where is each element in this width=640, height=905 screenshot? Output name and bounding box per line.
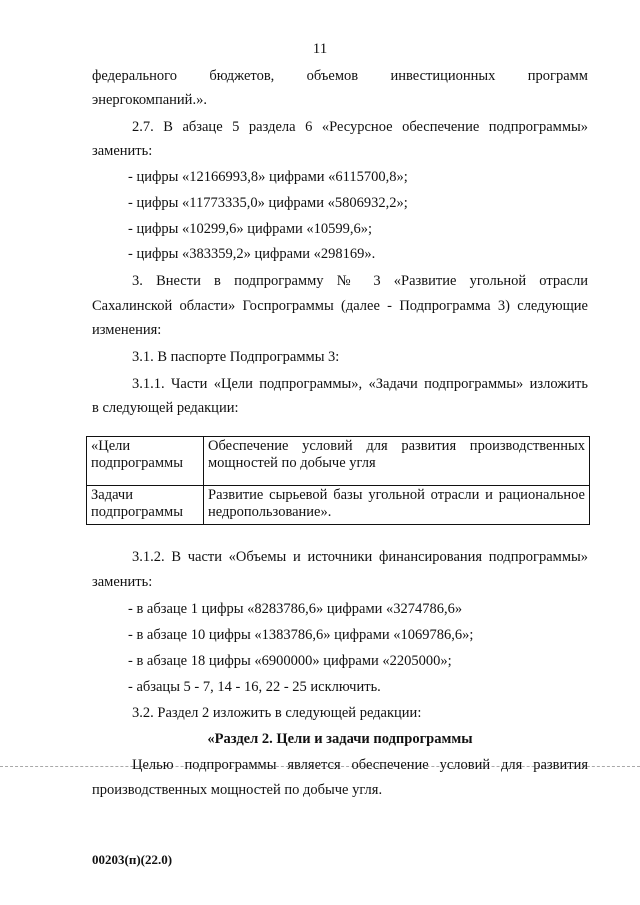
cell-line: подпрограммы [91,455,183,472]
page-number: 11 [312,41,328,57]
cell-line: Задачи [91,487,133,503]
cell-line: мощностей по добыче угля [208,455,376,472]
paragraph-line: 3. Внести в подпрограмму № 3 «Развитие угольной отрасли [132,273,588,289]
list-item: - в абзаце 1 цифры «8283786,6» цифрами «3274786,6» [128,601,463,617]
paragraph-line: 2.7. В абзаце 5 раздела 6 «Ресурсное обеспечение подпрограммы» [132,119,588,135]
list-item: - абзацы 5 - 7, 14 - 16, 22 - 25 исключить. [128,679,381,695]
paragraph-line: 3.1. В паспорте Подпрограммы 3: [132,349,340,365]
list-item: - цифры «12166993,8» цифрами «6115700,8»; [128,169,408,185]
table-row [87,437,590,486]
cell-line: недропользование». [208,504,332,521]
table-cell-label [87,486,204,525]
text-line: энергокомпаний.». [92,92,207,108]
list-item: - в абзаце 10 цифры «1383786,6» цифрами «1069786,6»; [128,627,474,643]
table-cell-label [87,437,204,486]
table-cell-text [204,437,590,486]
cell-line: Обеспечение условий для развития производственных [208,438,585,454]
text-line: заменить: [92,143,153,159]
paragraph-line: Целью подпрограммы является обеспечение условий для развития [132,757,588,773]
paragraph-line: 3.1.1. Части «Цели подпрограммы», «Задачи подпрограммы» изложить [132,376,588,392]
table-cell-text [204,486,590,525]
paragraph-line: 3.1.2. В части «Объемы и источники финансирования подпрограммы» [132,549,588,565]
text-line: Сахалинской области» Госпрограммы (далее - Подпрограмма 3) следующие [92,298,588,314]
text-line: заменить: [92,574,153,590]
table-row [87,486,590,525]
list-item: - цифры «10299,6» цифрами «10599,6»; [128,221,373,237]
list-item: - цифры «11773335,0» цифрами «5806932,2»; [128,195,408,211]
goals-tasks-table [86,436,590,525]
list-item: - в абзаце 18 цифры «6900000» цифрами «2205000»; [128,653,452,669]
section-heading: «Раздел 2. Цели и задачи подпрограммы [207,731,473,747]
paragraph-line: 3.2. Раздел 2 изложить в следующей редакции: [132,705,422,721]
cell-line: «Цели [91,438,131,454]
cell-line: подпрограммы [91,504,183,521]
footer-code: 00203(п)(22.0) [92,852,173,867]
cell-line: Развитие сырьевой базы угольной отрасли и рациональное [208,487,585,503]
list-item: - цифры «383359,2» цифрами «298169». [128,246,376,262]
text-line: в следующей редакции: [92,400,239,416]
text-line: федерального бюджетов, объемов инвестиционных программ [92,68,588,84]
text-line: изменения: [92,322,162,338]
text-line: производственных мощностей по добыче угля. [92,782,383,798]
